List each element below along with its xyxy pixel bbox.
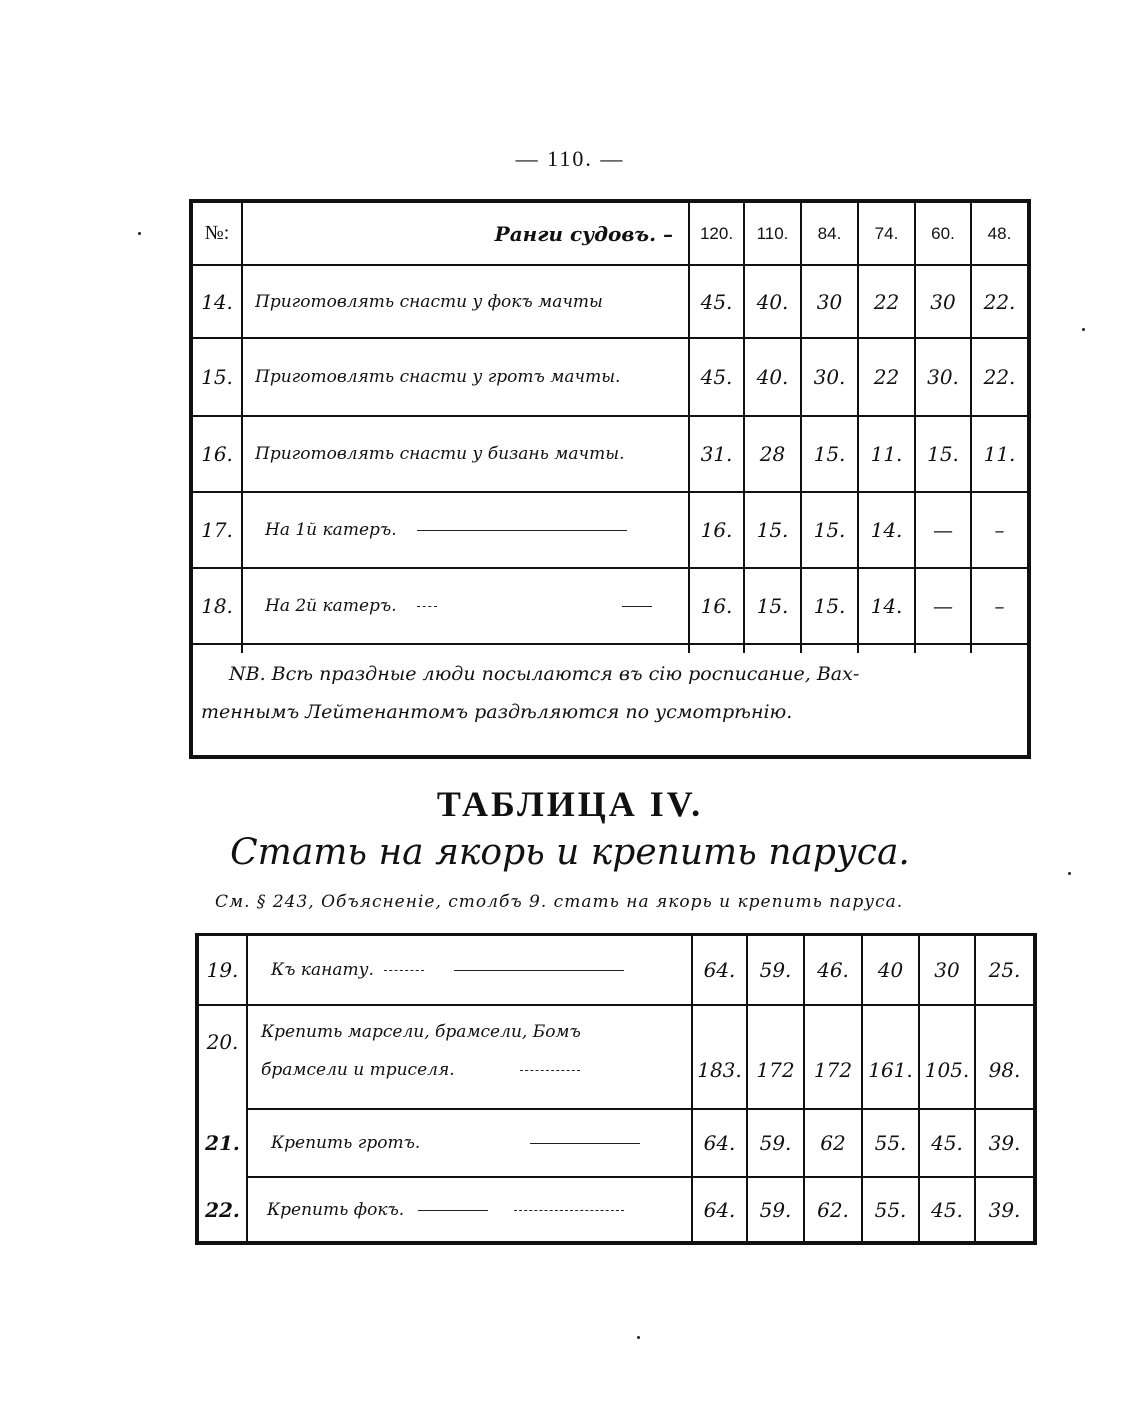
value-cell: 22 bbox=[873, 365, 900, 389]
value-cell: 31. bbox=[700, 442, 733, 466]
value-cell: – bbox=[994, 518, 1005, 542]
value-cell: 45. bbox=[931, 1198, 963, 1222]
row-divider bbox=[193, 643, 1027, 645]
value-cell: 11. bbox=[983, 442, 1016, 466]
value-cell: 45. bbox=[700, 289, 733, 314]
value-cell: 40. bbox=[756, 365, 789, 389]
header-rank-label: Ранги судовъ. – bbox=[494, 221, 673, 246]
row-label: На 1й катеръ. bbox=[265, 520, 397, 540]
value-cell: 64. bbox=[703, 958, 736, 982]
leader-line bbox=[384, 970, 424, 971]
row-number: 14. bbox=[201, 289, 233, 314]
rank-110: 110. bbox=[756, 223, 789, 243]
column-divider bbox=[246, 936, 248, 1244]
rank-48: 48. bbox=[987, 223, 1012, 243]
value-cell: 59. bbox=[759, 958, 792, 982]
value-cell: 59. bbox=[759, 1198, 792, 1222]
value-cell: 105. bbox=[924, 1058, 970, 1082]
row-label-continued: брамсели и триселя. bbox=[261, 1060, 455, 1080]
row-number: 22. bbox=[205, 1198, 240, 1222]
scan-speck bbox=[138, 232, 141, 235]
value-cell: 172 bbox=[756, 1058, 795, 1082]
value-cell: 161. bbox=[868, 1058, 913, 1082]
leader-line bbox=[417, 606, 437, 607]
value-cell: 62. bbox=[817, 1198, 849, 1222]
value-cell: 55. bbox=[874, 1131, 907, 1155]
value-cell: 30. bbox=[927, 365, 959, 389]
row-label: Къ канату. bbox=[271, 960, 374, 980]
value-cell: 15. bbox=[813, 442, 846, 466]
row-number: 19. bbox=[206, 958, 239, 982]
value-cell: 30 bbox=[934, 958, 960, 982]
row-number: 20. bbox=[206, 1030, 239, 1054]
table-title: ТАБЛИЦА IV. bbox=[436, 784, 704, 824]
value-cell: 45. bbox=[931, 1131, 963, 1155]
value-cell: 183. bbox=[697, 1058, 742, 1082]
value-cell: 40. bbox=[756, 289, 789, 314]
crew-table-1 bbox=[189, 199, 1031, 759]
value-cell: 15. bbox=[927, 442, 959, 466]
value-cell: 15. bbox=[813, 594, 846, 618]
leader-line bbox=[417, 530, 627, 531]
row-label-group bbox=[267, 1178, 686, 1242]
leader-line bbox=[454, 970, 624, 971]
rank-120: 120. bbox=[699, 223, 734, 243]
reference-line: См. § 243, Объясненіе, столбъ 9. стать на якорь и крепить паруса. bbox=[215, 892, 904, 912]
value-cell: 14. bbox=[870, 594, 903, 618]
scan-speck bbox=[637, 1336, 640, 1339]
value-cell: 22. bbox=[983, 289, 1016, 314]
value-cell: 46. bbox=[817, 958, 849, 982]
value-cell: 22 bbox=[873, 289, 900, 314]
leader-line bbox=[418, 1210, 488, 1211]
value-cell: 98. bbox=[988, 1058, 1021, 1082]
value-cell: 55. bbox=[874, 1198, 907, 1222]
value-cell: 16. bbox=[700, 518, 733, 542]
value-cell: 25. bbox=[988, 958, 1021, 982]
row-label: На 2й катеръ. bbox=[265, 596, 397, 616]
note-line: NB. Всѣ праздные люди посылаются въ сію росписание, Вах- bbox=[229, 663, 860, 685]
row-number: 15. bbox=[201, 365, 233, 389]
value-cell: 16. bbox=[700, 594, 733, 618]
value-cell: 22. bbox=[983, 365, 1016, 389]
value-cell: 15. bbox=[813, 518, 846, 542]
value-cell: 30 bbox=[816, 289, 843, 314]
crew-table-2 bbox=[195, 933, 1037, 1245]
table-note bbox=[201, 655, 1021, 731]
row-label: Приготовлять снасти у фокъ мачты bbox=[255, 291, 603, 312]
value-cell: 11. bbox=[870, 442, 903, 466]
table-subtitle: Стать на якорь и крепить паруса. bbox=[230, 832, 910, 873]
column-divider bbox=[241, 203, 243, 653]
leader-line bbox=[520, 1070, 580, 1071]
value-cell: 40 bbox=[877, 958, 904, 982]
rank-74: 74. bbox=[874, 223, 899, 243]
value-cell: 45. bbox=[700, 365, 733, 389]
value-cell: 172 bbox=[813, 1058, 853, 1082]
row-number: 21. bbox=[205, 1131, 240, 1155]
value-cell: 64. bbox=[703, 1131, 736, 1155]
row-label: Приготовлять снасти у бизань мачты. bbox=[255, 444, 625, 464]
header-number-label: №: bbox=[204, 222, 230, 244]
value-cell: 14. bbox=[870, 518, 903, 542]
leader-line bbox=[514, 1210, 624, 1211]
leader-line bbox=[530, 1143, 640, 1144]
row-number: 18. bbox=[201, 594, 233, 618]
value-cell: 64. bbox=[703, 1198, 736, 1222]
rank-60: 60. bbox=[931, 223, 955, 243]
row-label: Крепить марсели, брамсели, Бомъ bbox=[261, 1022, 581, 1042]
row-label: Приготовлять снасти у гротъ мачты. bbox=[255, 367, 621, 387]
value-cell: 30 bbox=[930, 289, 956, 314]
value-cell: 39. bbox=[988, 1131, 1021, 1155]
row-label-group bbox=[271, 1110, 686, 1176]
value-cell: 15. bbox=[756, 594, 789, 618]
value-cell: 30. bbox=[813, 365, 846, 389]
value-cell: 15. bbox=[756, 518, 789, 542]
note-line: теннымъ Лейтенантомъ раздѣляются по усмотрѣнію. bbox=[201, 701, 793, 723]
row-label-group bbox=[265, 569, 685, 643]
page-number: — 110. — bbox=[515, 146, 625, 171]
row-label: Крепить гротъ. bbox=[271, 1133, 421, 1153]
value-cell: 62 bbox=[820, 1131, 846, 1155]
rank-84: 84. bbox=[817, 223, 842, 243]
row-divider bbox=[199, 1004, 1033, 1006]
value-cell: — bbox=[933, 518, 953, 542]
scan-speck bbox=[1068, 872, 1071, 875]
value-cell: 39. bbox=[988, 1198, 1021, 1222]
scan-speck bbox=[1082, 328, 1085, 331]
row-label-group bbox=[271, 936, 686, 1004]
row-label-continued-group bbox=[261, 1060, 686, 1080]
value-cell: 28 bbox=[759, 442, 786, 466]
row-label: Крепить фокъ. bbox=[267, 1200, 405, 1220]
value-cell: 59. bbox=[759, 1131, 792, 1155]
value-cell: — bbox=[933, 594, 953, 618]
value-cell: – bbox=[994, 594, 1005, 618]
row-number: 17. bbox=[201, 518, 233, 542]
row-number: 16. bbox=[201, 442, 233, 466]
leader-line bbox=[622, 606, 652, 607]
row-label-group bbox=[265, 493, 685, 567]
